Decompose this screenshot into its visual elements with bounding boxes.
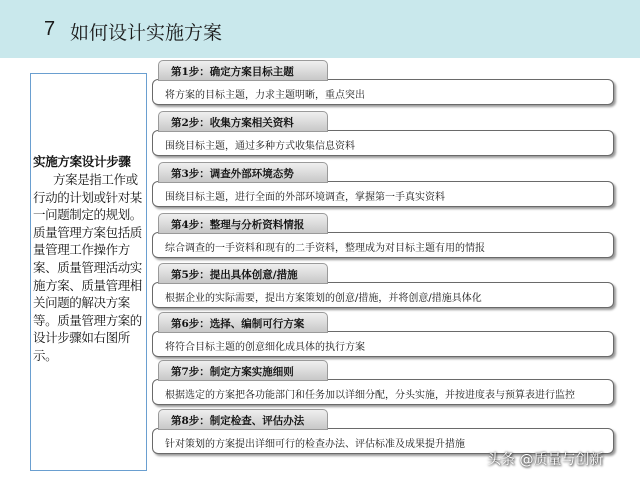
step-6	[152, 312, 614, 358]
step-3	[152, 162, 614, 208]
step-label: 第4步：整理与分析资料情报	[158, 213, 328, 234]
step-description: 根据选定的方案把各功能部门和任务加以详细分配，分头实施，并按进度表与预算表进行监控	[152, 379, 614, 405]
step-label: 第1步：确定方案目标主题	[158, 60, 328, 81]
step-label: 第2步：收集方案相关资料	[158, 111, 328, 132]
step-2	[152, 111, 614, 157]
watermark: 头条 @质量与创新	[487, 452, 604, 468]
step-label: 第8步：制定检查、评估办法	[158, 409, 328, 430]
description-heading: 实施方案设计步骤	[33, 154, 131, 169]
step-label: 第6步：选择、编制可行方案	[158, 312, 328, 333]
description-panel	[30, 73, 147, 471]
step-label: 第5步：提出具体创意/措施	[158, 263, 328, 284]
description-text: 方案是指工作或行动的计划或针对某一问题制定的规划。质量管理方案包括质量管理工作操作方案、质量管理活动实施方案、质量管理相关问题的解决方案等。质量管理方案的设计步骤如右图所示。	[33, 172, 142, 363]
step-4	[152, 213, 614, 259]
step-description: 将符合目标主题的创意细化成具体的执行方案	[152, 331, 614, 357]
section-number: 7	[44, 18, 56, 40]
step-description: 根据企业的实际需要，提出方案策划的创意/措施，并将创意/措施具体化	[152, 282, 614, 308]
step-label: 第7步：制定方案实施细则	[158, 360, 328, 381]
header-bar	[0, 0, 640, 58]
step-1	[152, 60, 614, 106]
step-7	[152, 360, 614, 406]
step-label: 第3步：调查外部环境态势	[158, 162, 328, 183]
step-description: 围绕目标主题，通过多种方式收集信息资料	[152, 130, 614, 156]
step-description: 综合调查的一手资料和现有的二手资料，整理成为对目标主题有用的情报	[152, 232, 614, 258]
step-5	[152, 263, 614, 309]
page-title: 如何设计实施方案	[70, 22, 223, 44]
step-description: 将方案的目标主题，力求主题明晰，重点突出	[152, 79, 614, 105]
step-description: 针对策划的方案提出详细可行的检查办法、评估标准及成果提升措施	[152, 428, 614, 454]
step-description: 围绕目标主题，进行全面的外部环境调查，掌握第一手真实资料	[152, 181, 614, 207]
